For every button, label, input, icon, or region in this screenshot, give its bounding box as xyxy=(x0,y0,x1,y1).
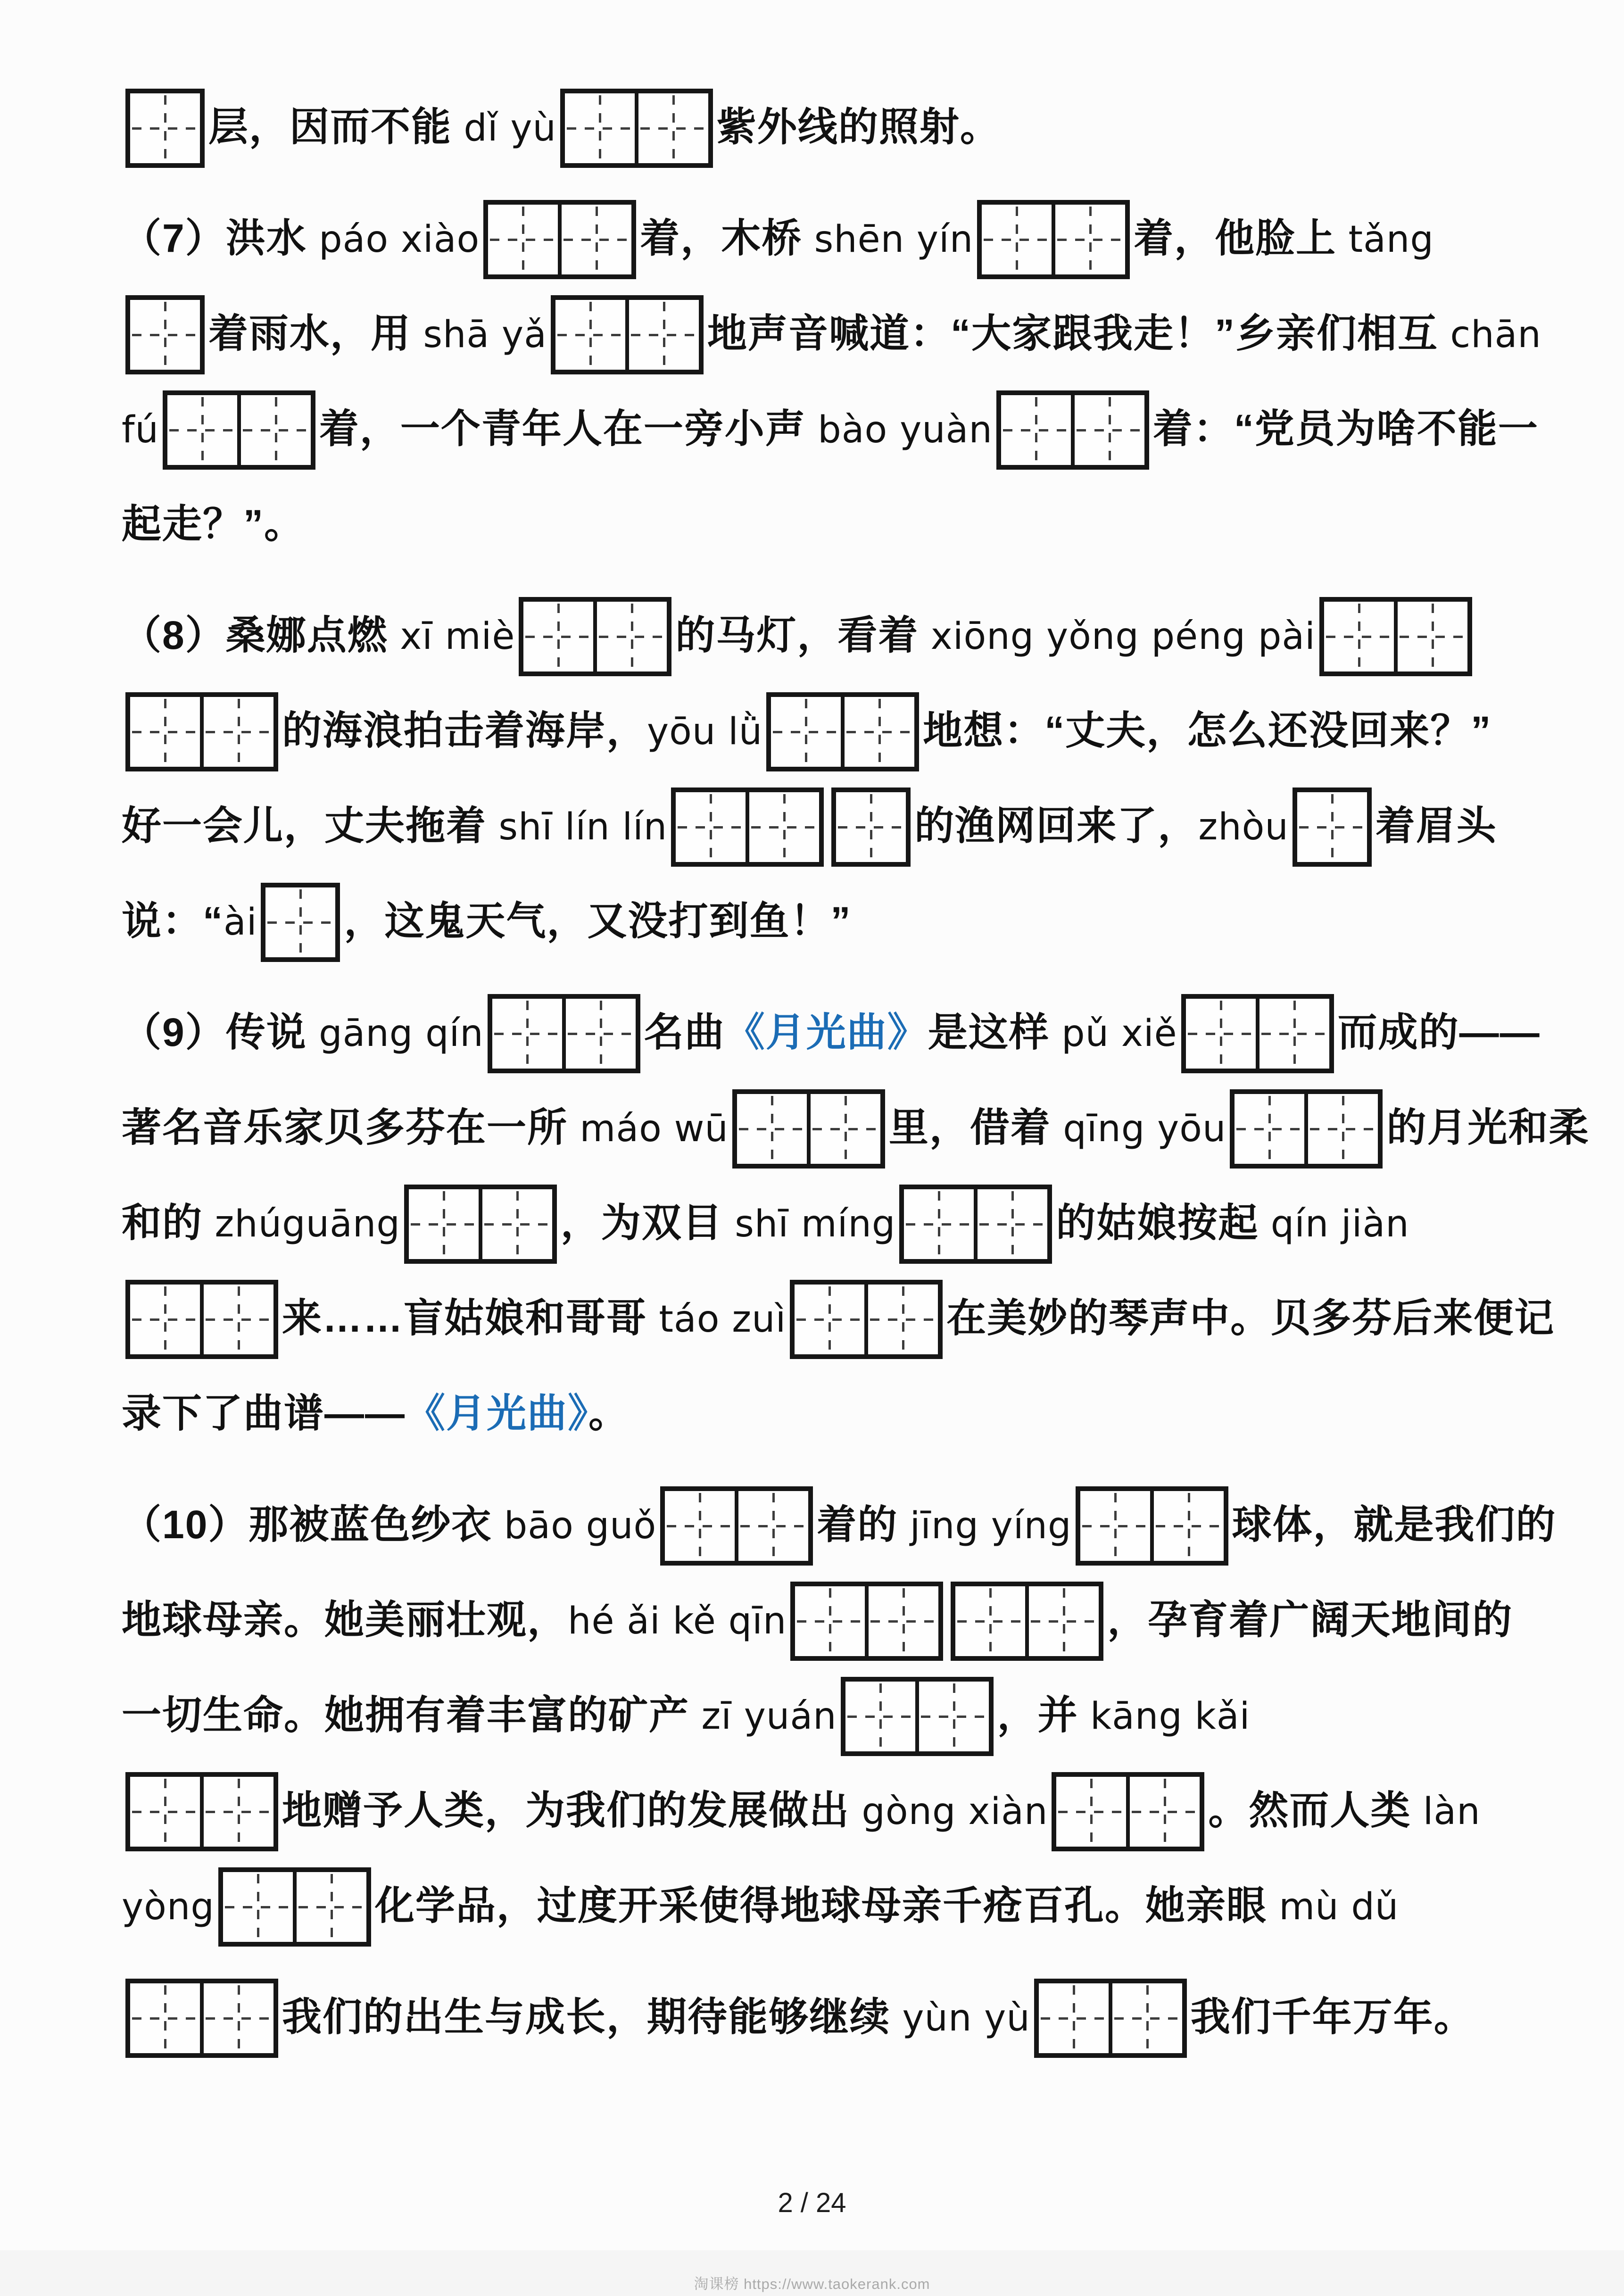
pinyin-text: pǔ xiě xyxy=(1061,1012,1177,1055)
text-line xyxy=(122,1080,1590,1175)
answer-box-group[interactable] xyxy=(790,1280,943,1359)
pinyin-text: xiōng yǒng péng pài xyxy=(930,615,1316,658)
answer-cell[interactable] xyxy=(771,697,841,767)
pinyin-text: shēn yín xyxy=(814,218,974,261)
cjk-text: 着，木桥 xyxy=(640,216,814,260)
answer-box-group[interactable] xyxy=(488,994,640,1073)
pinyin-text: zhòu xyxy=(1198,806,1289,848)
answer-box-group[interactable] xyxy=(951,1582,1103,1661)
cjk-text: 一切生命。她拥有着丰富的矿产 xyxy=(122,1693,702,1737)
pinyin-text: shā yǎ xyxy=(423,314,547,356)
answer-box-group[interactable] xyxy=(551,295,704,374)
answer-cell[interactable] xyxy=(130,697,200,767)
pinyin-text: táo zuì xyxy=(659,1298,787,1341)
answer-cell[interactable] xyxy=(807,1094,880,1164)
pinyin-text: yùn yù xyxy=(902,1997,1030,2039)
cjk-text: ，并 xyxy=(997,1693,1090,1737)
cjk-text: 化学品，过度开采使得地球母亲千疮百孔。她亲眼 xyxy=(374,1883,1279,1928)
answer-cell[interactable] xyxy=(795,1285,864,1354)
answer-box-group[interactable] xyxy=(660,1486,813,1566)
cjk-text: 紫外线的照射。 xyxy=(716,105,1001,149)
cjk-text: 名曲 xyxy=(644,1010,725,1054)
cjk-text: 地想：“丈夫，怎么还没回来？” xyxy=(923,708,1492,753)
text-line xyxy=(122,79,1536,174)
answer-cell[interactable] xyxy=(1304,1094,1378,1164)
answer-cell[interactable] xyxy=(1235,1094,1304,1164)
answer-cell[interactable] xyxy=(1039,1983,1109,2053)
cjk-text: 地赠予人类，为我们的发展做出 xyxy=(282,1788,862,1832)
answer-box-group[interactable] xyxy=(977,200,1130,279)
book-title: 《月光曲》 xyxy=(725,1010,928,1054)
answer-cell[interactable] xyxy=(1186,999,1256,1069)
answer-cell[interactable] xyxy=(562,999,636,1069)
cjk-text: ，为双目 xyxy=(560,1201,735,1245)
pinyin-text: shī míng xyxy=(735,1203,896,1245)
answer-cell[interactable] xyxy=(737,1094,807,1164)
answer-cell[interactable] xyxy=(1324,602,1394,671)
cjk-text: 是这样 xyxy=(928,1010,1062,1054)
cjk-text: 。 xyxy=(588,1391,630,1435)
pinyin-text: bāo guǒ xyxy=(504,1505,657,1547)
answer-cell[interactable] xyxy=(676,792,746,862)
text-line xyxy=(122,1969,1536,2064)
answer-cell[interactable] xyxy=(735,1491,808,1561)
text-line xyxy=(122,1270,1555,1366)
text-line xyxy=(122,191,1536,286)
answer-cell[interactable] xyxy=(1056,1777,1126,1847)
pinyin-text: xī miè xyxy=(400,615,515,658)
answer-cell[interactable] xyxy=(1071,395,1144,465)
book-title: 《月光曲》 xyxy=(406,1391,589,1435)
cjk-text: （7）洪水 xyxy=(122,216,319,260)
answer-box-group[interactable] xyxy=(1319,597,1472,676)
answer-cell[interactable] xyxy=(836,792,906,862)
answer-cell[interactable] xyxy=(558,205,631,274)
cjk-text: ，这鬼天气，又没打到鱼！” xyxy=(344,899,852,943)
pinyin-text: páo xiào xyxy=(319,218,480,261)
answer-cell[interactable] xyxy=(1052,205,1125,274)
answer-box-group[interactable] xyxy=(732,1089,885,1169)
text-line xyxy=(122,588,1536,683)
answer-cell[interactable] xyxy=(1025,1586,1099,1656)
text-line xyxy=(122,873,1536,969)
cjk-text: 着，他脸上 xyxy=(1134,216,1349,260)
answer-cell[interactable] xyxy=(864,1285,938,1354)
cjk-text: 录下了曲谱—— xyxy=(122,1391,406,1435)
pinyin-text: zī yuán xyxy=(701,1695,837,1738)
text-line xyxy=(122,381,1539,476)
answer-cell[interactable] xyxy=(223,1872,293,1942)
answer-cell[interactable] xyxy=(488,205,558,274)
text-line xyxy=(122,1858,1536,1953)
answer-cell[interactable] xyxy=(265,887,335,957)
text-line xyxy=(122,1763,1536,1858)
answer-cell[interactable] xyxy=(130,1777,200,1847)
answer-box-group[interactable] xyxy=(841,1677,994,1756)
cjk-text: 的渔网回来了， xyxy=(914,804,1199,848)
answer-box-group[interactable] xyxy=(483,200,636,279)
answer-box-group[interactable] xyxy=(1052,1772,1204,1851)
cjk-text: 说：“ xyxy=(122,899,224,943)
answer-box-group[interactable] xyxy=(766,692,919,771)
answer-cell[interactable] xyxy=(904,1189,974,1259)
watermark-text: 淘课榜 https://www.taokerank.com xyxy=(694,2276,930,2292)
cjk-text: 的马灯，看着 xyxy=(675,613,931,657)
answer-box-group[interactable] xyxy=(1076,1486,1228,1566)
answer-cell[interactable] xyxy=(200,1983,273,2053)
cjk-text: （10）那被蓝色纱衣 xyxy=(122,1502,504,1547)
cjk-text: 著名音乐家贝多芬在一所 xyxy=(122,1105,580,1150)
answer-cell[interactable] xyxy=(1001,395,1071,465)
answer-box-group[interactable] xyxy=(163,390,315,470)
cjk-text: 里，借着 xyxy=(888,1105,1063,1150)
text-line xyxy=(122,1366,1536,1461)
answer-cell[interactable] xyxy=(845,1682,915,1751)
answer-cell[interactable] xyxy=(130,300,200,370)
pinyin-text: dǐ yù xyxy=(464,107,556,149)
pinyin-text: gòng xiàn xyxy=(862,1790,1048,1833)
answer-cell[interactable] xyxy=(625,300,699,370)
cjk-text: 地球母亲。她美丽壮观， xyxy=(122,1598,568,1642)
text-line xyxy=(122,778,1536,873)
cjk-text: （8）桑娜点燃 xyxy=(122,613,400,657)
cjk-text: 我们的出生与成长，期待能够继续 xyxy=(282,1995,903,2039)
answer-cell[interactable] xyxy=(200,1285,273,1354)
answer-cell[interactable] xyxy=(746,792,819,862)
answer-box-group[interactable] xyxy=(125,89,205,168)
cjk-text: 球体，就是我们的 xyxy=(1232,1502,1557,1547)
answer-box-group[interactable] xyxy=(1181,994,1334,1073)
cjk-text: 着，一个青年人在一旁小声 xyxy=(319,406,818,451)
answer-cell[interactable] xyxy=(130,93,200,163)
answer-cell[interactable] xyxy=(1150,1491,1224,1561)
answer-cell[interactable] xyxy=(130,1285,200,1354)
pinyin-text: fú xyxy=(122,409,159,451)
answer-cell[interactable] xyxy=(1297,792,1367,862)
answer-cell[interactable] xyxy=(593,602,667,671)
cjk-text: ，孕育着广阔天地间的 xyxy=(1107,1598,1513,1642)
answer-cell[interactable] xyxy=(1080,1491,1150,1561)
pinyin-text: qīng yōu xyxy=(1063,1108,1226,1150)
cjk-text: （9）传说 xyxy=(122,1010,319,1054)
answer-cell[interactable] xyxy=(1126,1777,1200,1847)
answer-cell[interactable] xyxy=(293,1872,366,1942)
pinyin-text: chān xyxy=(1450,314,1541,356)
pinyin-text: yōu lǜ xyxy=(647,711,763,753)
cjk-text: 而成的—— xyxy=(1337,1010,1541,1054)
answer-cell[interactable] xyxy=(237,395,311,465)
answer-box-group[interactable] xyxy=(519,597,671,676)
pinyin-text: zhúguāng xyxy=(215,1203,400,1245)
worksheet-body xyxy=(122,79,1590,2064)
answer-box-group[interactable] xyxy=(790,1582,943,1661)
answer-cell[interactable] xyxy=(130,1983,200,2053)
answer-box-group[interactable] xyxy=(831,787,911,867)
cjk-text: 起走？”。 xyxy=(122,502,305,546)
answer-box-group[interactable] xyxy=(125,1772,278,1851)
answer-cell[interactable] xyxy=(200,697,273,767)
pinyin-text: jīng yíng xyxy=(910,1505,1072,1547)
text-line xyxy=(122,1667,1536,1763)
pinyin-text: làn xyxy=(1423,1790,1481,1833)
cjk-text: 着雨水，用 xyxy=(208,311,423,356)
pinyin-text: yòng xyxy=(122,1886,215,1928)
answer-cell[interactable] xyxy=(479,1189,552,1259)
answer-cell[interactable] xyxy=(555,300,625,370)
cjk-text: 在美妙的琴声中。贝多芬后来便记 xyxy=(946,1296,1555,1340)
answer-cell[interactable] xyxy=(1109,1983,1182,2053)
text-line xyxy=(122,1477,1557,1572)
answer-cell[interactable] xyxy=(955,1586,1025,1656)
cjk-text: 好一会儿，丈夫拖着 xyxy=(122,804,499,848)
answer-box-group[interactable] xyxy=(560,89,713,168)
answer-box-group[interactable] xyxy=(125,295,205,374)
answer-cell[interactable] xyxy=(1256,999,1329,1069)
answer-box-group[interactable] xyxy=(261,883,340,962)
cjk-text: 的姑娘按起 xyxy=(1056,1201,1271,1245)
pinyin-text: ài xyxy=(224,901,257,944)
text-line xyxy=(122,476,1536,572)
cjk-text: 。然而人类 xyxy=(1208,1788,1423,1832)
answer-box-group[interactable] xyxy=(899,1185,1052,1264)
cjk-text: 的月光和柔 xyxy=(1386,1105,1590,1150)
cjk-text: 着眉头 xyxy=(1375,804,1497,848)
pinyin-text: kāng kǎi xyxy=(1090,1695,1251,1738)
cjk-text: 我们千年万年。 xyxy=(1190,1995,1475,2039)
answer-box-group[interactable] xyxy=(996,390,1149,470)
answer-cell[interactable] xyxy=(1394,602,1467,671)
answer-box-group[interactable] xyxy=(125,1979,278,2058)
answer-box-group[interactable] xyxy=(218,1867,371,1947)
cjk-text: 和的 xyxy=(122,1201,215,1245)
text-line xyxy=(122,683,1536,778)
page-number: 2 / 24 xyxy=(778,2188,846,2218)
answer-cell[interactable] xyxy=(167,395,237,465)
cjk-text: 着：“党员为啥不能一 xyxy=(1152,406,1539,451)
answer-cell[interactable] xyxy=(795,1586,865,1656)
answer-cell[interactable] xyxy=(492,999,562,1069)
pinyin-text: gāng qín xyxy=(319,1012,484,1055)
answer-cell[interactable] xyxy=(523,602,593,671)
text-line xyxy=(122,1175,1536,1270)
answer-cell[interactable] xyxy=(665,1491,735,1561)
answer-box-group[interactable] xyxy=(1230,1089,1383,1169)
answer-cell[interactable] xyxy=(565,93,635,163)
answer-cell[interactable] xyxy=(865,1586,938,1656)
text-line xyxy=(122,286,1541,381)
answer-box-group[interactable] xyxy=(404,1185,557,1264)
answer-cell[interactable] xyxy=(974,1189,1047,1259)
answer-cell[interactable] xyxy=(635,93,708,163)
answer-box-group[interactable] xyxy=(1293,787,1372,867)
answer-box-group[interactable] xyxy=(125,1280,278,1359)
pinyin-text: hé ǎi kě qīn xyxy=(568,1600,787,1642)
answer-box-group[interactable] xyxy=(1034,1979,1187,2058)
answer-cell[interactable] xyxy=(200,1777,273,1847)
answer-cell[interactable] xyxy=(409,1189,479,1259)
pinyin-text: qín jiàn xyxy=(1270,1203,1409,1245)
pinyin-text: bào yuàn xyxy=(818,409,993,451)
pinyin-text: máo wū xyxy=(580,1108,729,1150)
answer-box-group[interactable] xyxy=(671,787,824,867)
pinyin-text: tǎng xyxy=(1348,218,1434,261)
cjk-text: 来……盲姑娘和哥哥 xyxy=(282,1296,659,1340)
text-line xyxy=(122,1572,1536,1667)
answer-cell[interactable] xyxy=(915,1682,989,1751)
text-line xyxy=(122,985,1541,1080)
pinyin-text: shī lín lín xyxy=(498,806,668,848)
answer-box-group[interactable] xyxy=(125,692,278,771)
cjk-text: 的海浪拍击着海岸， xyxy=(282,708,647,753)
answer-cell[interactable] xyxy=(841,697,914,767)
cjk-text: 层，因而不能 xyxy=(208,105,464,149)
answer-cell[interactable] xyxy=(982,205,1052,274)
cjk-text: 着的 xyxy=(817,1502,910,1547)
pinyin-text: mù dǔ xyxy=(1279,1886,1399,1928)
cjk-text: 地声音喊道：“大家跟我走！”乡亲们相互 xyxy=(707,311,1450,356)
